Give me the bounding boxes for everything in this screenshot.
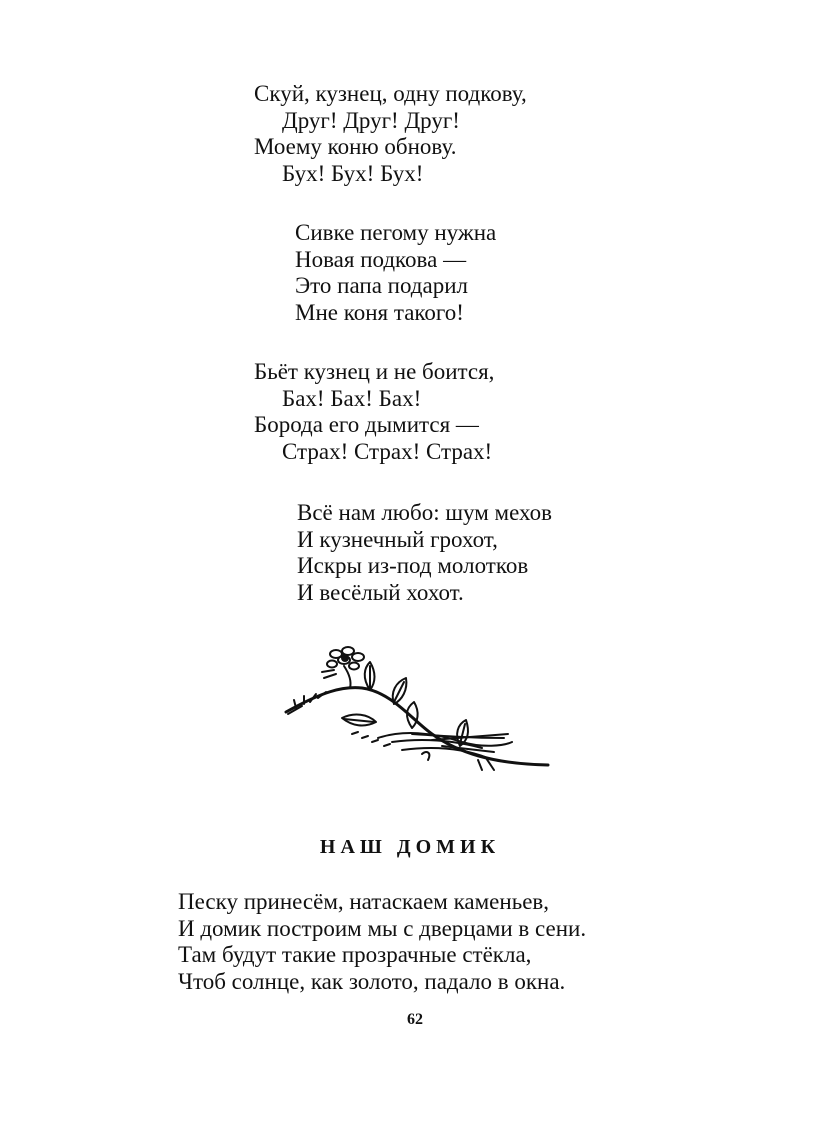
poem-line: И кузнечный грохот,	[297, 526, 498, 552]
page-number: 62	[407, 1011, 423, 1028]
poem-line: Бах! Бах! Бах!	[282, 385, 422, 411]
poem-line: Бух! Бух! Бух!	[282, 160, 424, 186]
poem-title: НАШ ДОМИК	[319, 836, 501, 858]
poem-line: Моему коню обнову.	[254, 134, 457, 159]
poem-line: Бьёт кузнец и не боится,	[254, 359, 495, 384]
poem-line: Мне коня такого!	[295, 299, 464, 325]
poem-line: Чтоб солнце, как золото, падало в окна.	[178, 968, 566, 994]
flower-sprig-icon	[282, 642, 554, 772]
stanza-1	[254, 81, 527, 187]
poem-line: И весёлый хохот.	[297, 579, 464, 605]
poem-opening-stanza	[178, 889, 586, 995]
poem-line: Всё нам любо: шум мехов	[297, 500, 552, 525]
stanza-3	[254, 359, 494, 465]
poem-line: Скуй, кузнец, одну подкову,	[254, 81, 527, 106]
poem-line: Искры из-под молотков	[297, 553, 529, 578]
poem-line: И домик построим мы с дверцами в сени.	[178, 915, 587, 941]
poem-line: Страх! Страх! Страх!	[282, 438, 493, 464]
poem-line: Сивке пегому нужна	[295, 220, 497, 245]
stanza-4	[297, 500, 552, 606]
poem-line: Друг! Друг! Друг!	[282, 107, 460, 133]
poem-line: Борода его дымится —	[254, 412, 479, 437]
stanza-2	[295, 220, 496, 326]
poem-line: Песку принесём, натаскаем каменьев,	[178, 889, 550, 914]
poem-line: Это папа подарил	[295, 273, 469, 298]
poem-line: Там будут такие прозрачные стёкла,	[178, 942, 532, 967]
poem-line: Новая подкова —	[295, 246, 467, 272]
